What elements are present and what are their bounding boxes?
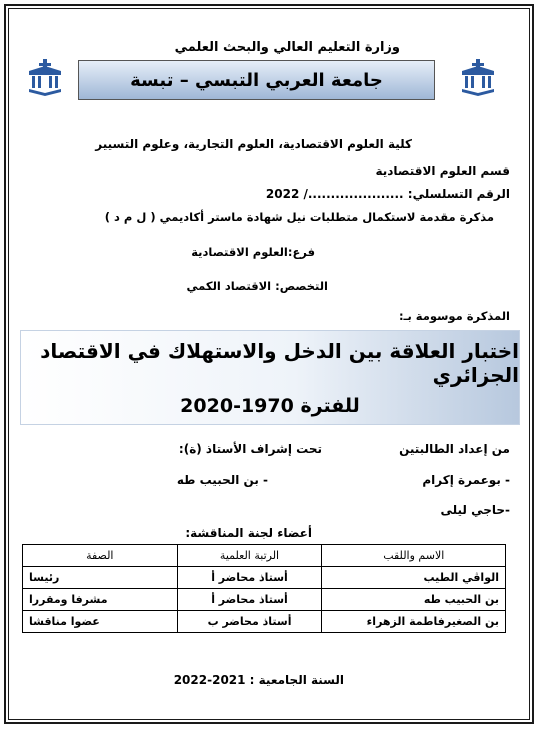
table-row bbox=[23, 611, 506, 633]
committee-table bbox=[22, 544, 506, 633]
prepared-by-label: من إعداد الطالبتين bbox=[399, 442, 510, 456]
table-cell: بن الصغيرفاطمة الزهراء bbox=[322, 611, 506, 633]
faculty-name: كلية العلوم الاقتصادية، العلوم التجارية، وعلوم التسيير bbox=[95, 137, 412, 151]
table-header-cell: الاسم واللقب bbox=[322, 545, 506, 567]
table-cell: أستاذ محاضر ب bbox=[177, 611, 322, 633]
thesis-note: مذكرة مقدمة لاستكمال متطلبات نيل شهادة ماستر أكاديمي ( ل م د ) bbox=[104, 210, 494, 224]
table-row bbox=[23, 589, 506, 611]
table-cell: الواڨي الطيب bbox=[322, 567, 506, 589]
ministry-title: وزارة التعليم العالي والبحث العلمي bbox=[174, 40, 400, 55]
table-header-cell: الصفة bbox=[23, 545, 178, 567]
university-banner bbox=[78, 60, 435, 100]
specialty: التخصص: الاقتصاد الكمي bbox=[186, 279, 328, 293]
academic-year: السنة الجامعية : 2021-2022 bbox=[173, 673, 344, 687]
table-cell: مشرفا ومقررا bbox=[23, 589, 178, 611]
committee-label: أعضاء لجنة المناقشة: bbox=[185, 526, 312, 540]
table-header-cell: الرتبة العلمية bbox=[177, 545, 322, 567]
student-name-1: - بوعمرة إكرام bbox=[422, 473, 510, 487]
table-row bbox=[23, 567, 506, 589]
table-cell: رئيسا bbox=[23, 567, 178, 589]
table-cell: بن الحبيب طه bbox=[322, 589, 506, 611]
table-cell: أستاذ محاضر أ bbox=[177, 589, 322, 611]
university-logo-icon bbox=[458, 57, 498, 99]
serial-number: الرقم التسلسلي: ...................../ 2022 bbox=[265, 187, 510, 201]
thesis-title-line1: اختبار العلاقة بين الدخل والاستهلاك في الاقتصاد الجزائري bbox=[40, 338, 519, 387]
table-cell: عضوا مناقشا bbox=[23, 611, 178, 633]
university-name: جامعة العربي التبسي – تبسة bbox=[130, 69, 383, 91]
thesis-label: المذكرة موسومة بـ: bbox=[398, 309, 510, 323]
department-name: قسم العلوم الاقتصادية bbox=[375, 164, 510, 178]
thesis-title-box bbox=[20, 330, 520, 425]
table-cell: أستاذ محاضر أ bbox=[177, 567, 322, 589]
thesis-title-line2: للفترة 1970-2020 bbox=[180, 394, 360, 417]
university-logo-icon bbox=[25, 57, 65, 99]
supervisor-name: - بن الحبيب طه bbox=[176, 473, 268, 487]
table-header-row bbox=[23, 545, 506, 567]
branch: فرع:العلوم الاقتصادية bbox=[191, 245, 315, 259]
supervisor-label: تحت إشراف الأستاذ (ة): bbox=[178, 442, 322, 456]
student-name-2: -حاجي ليلى bbox=[440, 503, 510, 517]
